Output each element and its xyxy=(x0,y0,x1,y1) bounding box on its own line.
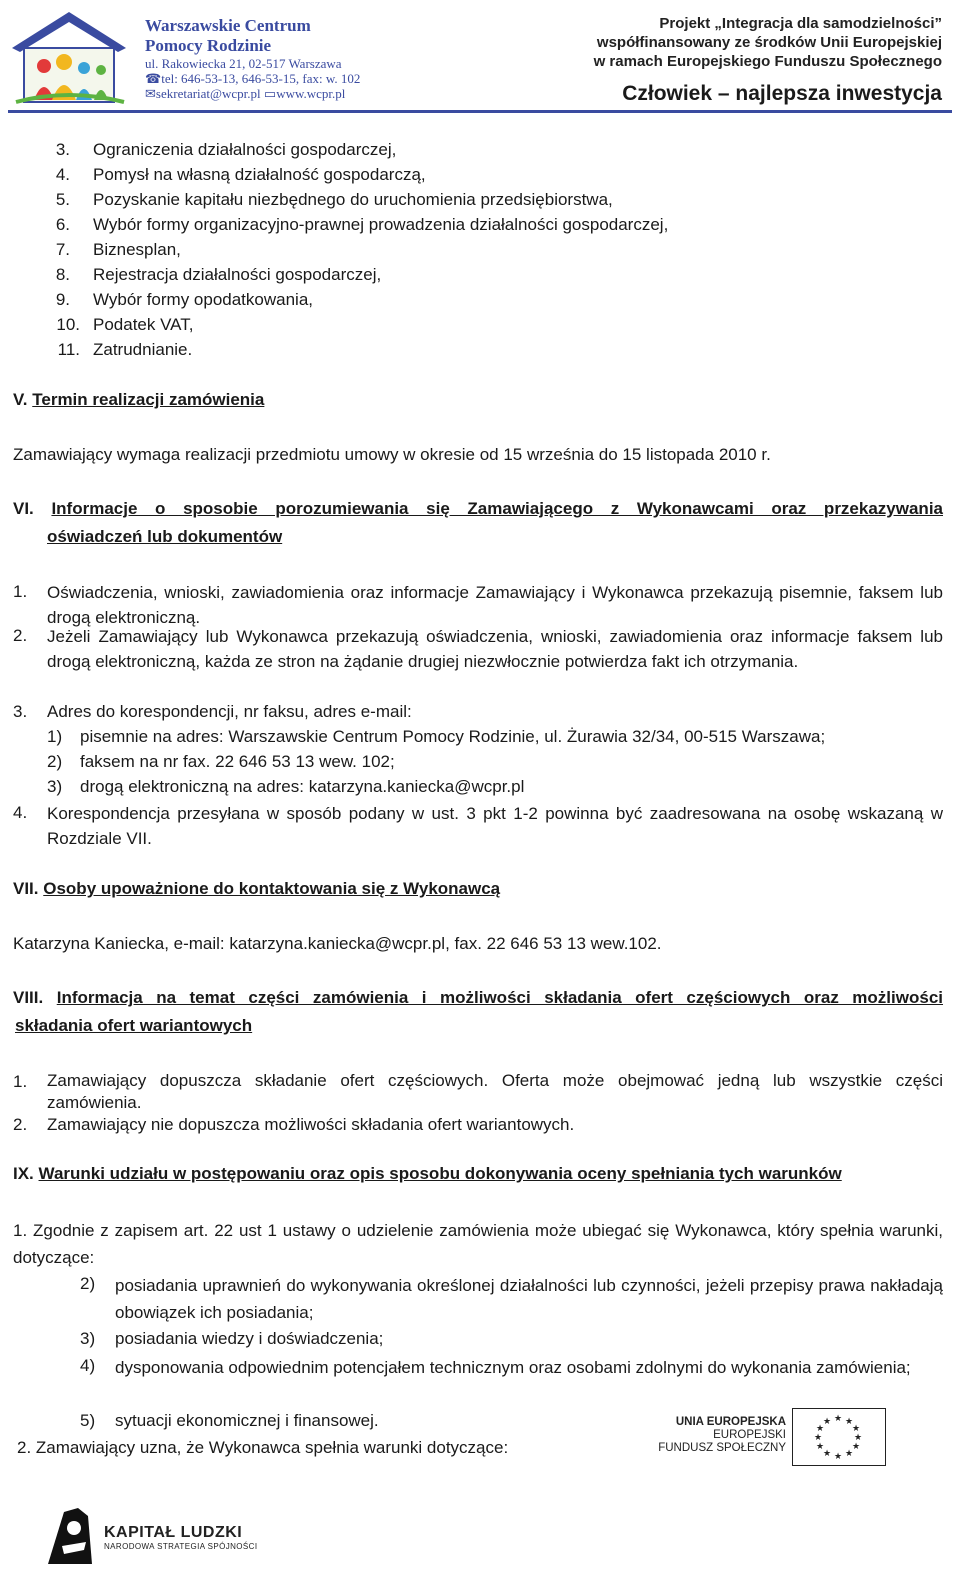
section-9-heading xyxy=(13,1162,842,1186)
section-number: V. xyxy=(13,390,28,409)
section-title: Informacje o sposobie porozumiewania się Zamawiającego z Wykonawcami oraz przekazywania xyxy=(51,499,943,518)
svg-text:★: ★ xyxy=(851,1442,861,1452)
org-phone: tel: 646-53-13, 646-53-15, fax: w. 102 xyxy=(161,71,361,86)
org-phone-row xyxy=(145,71,360,86)
topic-item: Zatrudnianie. xyxy=(93,340,193,359)
section-5-heading xyxy=(13,388,264,412)
kl-title: KAPITAŁ LUDZKI xyxy=(104,1524,243,1541)
project-info xyxy=(594,14,942,107)
topic-number: 7. xyxy=(55,240,70,259)
list-number: 4. xyxy=(13,803,28,822)
organization-info xyxy=(145,16,360,101)
eu-line-2: EUROPEJSKI xyxy=(713,1429,786,1441)
section-6-heading-cont xyxy=(47,525,282,549)
topic-item: Wybór formy opodatkowania, xyxy=(93,290,314,309)
topic-item: Wybór formy organizacyjno-prawnej prowadzenia działalności gospodarczej, xyxy=(93,215,669,234)
list-item: Adres do korespondencji, nr faksu, adres e-mail: xyxy=(47,702,412,721)
eu-logo-text xyxy=(658,1416,786,1455)
house-logo-icon xyxy=(6,8,132,106)
section-9-intro: 1. Zgodnie z zapisem art. 22 ust 1 ustawy o udzielenie zamówienia może ubiegać się Wykonawca, który spełnia warunki, dotyczące: xyxy=(13,1221,943,1267)
sublist-number: 3) xyxy=(47,777,63,796)
project-line-3: w ramach Europejskiego Funduszu Społecznego xyxy=(593,53,942,70)
svg-text:★: ★ xyxy=(813,1433,823,1443)
topic-item: Pozyskanie kapitału niezbędnego do uruchomienia przedsiębiorstwa, xyxy=(93,190,613,209)
topic-number: 8. xyxy=(55,265,70,284)
org-email[interactable]: sekretariat@wcpr.pl xyxy=(155,86,261,101)
svg-text:★: ★ xyxy=(822,1449,832,1459)
svg-text:★: ★ xyxy=(851,1424,861,1434)
topic-item: Ograniczenia działalności gospodarczej, xyxy=(93,140,397,159)
topic-number: 6. xyxy=(55,215,70,234)
section-number: IX. xyxy=(13,1164,34,1183)
kapital-ludzki-text xyxy=(104,1524,257,1551)
topic-number: 3. xyxy=(55,140,70,159)
sublist-item: faksem na nr fax. 22 646 53 13 wew. 102; xyxy=(80,752,395,771)
org-name-line-1: Warszawskie Centrum xyxy=(145,16,311,35)
list-number: 1. xyxy=(13,1072,28,1091)
list-number: 2. xyxy=(13,1115,28,1134)
svg-text:★: ★ xyxy=(815,1424,825,1434)
sublist-number: 1) xyxy=(47,727,63,746)
topic-number: 9. xyxy=(55,290,70,309)
section-title: Warunki udziału w postępowaniu oraz opis sposobu dokonywania oceny spełniania tych warunków xyxy=(38,1164,842,1183)
svg-text:★: ★ xyxy=(822,1417,832,1427)
email-icon: ✉ xyxy=(145,86,156,101)
condition-item: posiadania wiedzy i doświadczenia; xyxy=(115,1329,384,1348)
section-title: Termin realizacji zamówienia xyxy=(32,390,265,409)
header-divider xyxy=(8,110,952,113)
topic-number: 5. xyxy=(55,190,70,209)
kapital-ludzki-logo xyxy=(44,1506,274,1566)
sublist-number: 2) xyxy=(47,752,63,771)
section-9-point-2: 2. Zamawiający uzna, że Wykonawca spełnia warunki dotyczące: xyxy=(17,1438,509,1457)
topic-item: Pomysł na własną działalność gospodarczą, xyxy=(93,165,426,184)
condition-item: dysponowania odpowiednim potencjałem technicznym oraz osobami zdolnymi do wykonania zamówienia; xyxy=(115,1358,911,1377)
eu-flag-icon xyxy=(792,1408,886,1466)
project-slogan: Człowiek – najlepsza inwestycja xyxy=(622,82,942,105)
list-number: 3. xyxy=(13,702,28,721)
svg-text:★: ★ xyxy=(815,1442,825,1452)
topic-number: 4. xyxy=(55,165,70,184)
computer-icon: ▭ xyxy=(263,86,277,101)
section-number: VIII. xyxy=(13,988,44,1007)
sublist-item: drogą elektroniczną na adres: katarzyna.kaniecka@wcpr.pl xyxy=(80,777,525,796)
condition-number: 3) xyxy=(80,1329,96,1348)
list-item: Zamawiający nie dopuszcza możliwości składania ofert wariantowych. xyxy=(47,1115,575,1134)
svg-text:★: ★ xyxy=(844,1449,854,1459)
org-website[interactable]: www.wcpr.pl xyxy=(276,86,346,101)
section-7-text: Katarzyna Kaniecka, e-mail: katarzyna.kaniecka@wcpr.pl, fax. 22 646 53 13 wew.102. xyxy=(13,934,662,953)
section-title: Informacja na temat części zamówienia i możliwości składania ofert częściowych oraz możliwości xyxy=(56,988,943,1007)
svg-text:★: ★ xyxy=(833,1414,843,1424)
condition-number: 4) xyxy=(80,1356,96,1375)
topic-item: Biznesplan, xyxy=(93,240,181,259)
section-8-heading xyxy=(13,986,943,1010)
section-6-heading xyxy=(13,497,943,521)
kl-subtitle: NARODOWA STRATEGIA SPÓJNOŚCI xyxy=(104,1542,258,1551)
condition-number: 2) xyxy=(80,1274,96,1293)
topic-number: 11. xyxy=(57,340,80,359)
section-title: Osoby upoważnione do kontaktowania się z Wykonawcą xyxy=(43,879,501,898)
list-item: Korespondencja przesyłana w sposób podany w ust. 3 pkt 1-2 powinna być zaadresowana na osobę wskazaną w Rozdziale VII. xyxy=(47,804,943,848)
topic-item: Podatek VAT, xyxy=(93,315,194,334)
kapital-ludzki-emblem-icon xyxy=(44,1506,96,1566)
eu-line-1: UNIA EUROPEJSKA xyxy=(675,1416,786,1428)
condition-item: sytuacji ekonomicznej i finansowej. xyxy=(115,1411,379,1430)
sublist-item: pisemnie na adres: Warszawskie Centrum Pomocy Rodzinie, ul. Żurawia 32/34, 00-515 Warszawa; xyxy=(80,727,826,746)
condition-item: posiadania uprawnień do wykonywania określonej działalności lub czynności, jeżeli przepisy prawa nakładają obowiązek ich posiadania; xyxy=(115,1276,943,1322)
list-number: 2. xyxy=(13,626,28,645)
project-line-1: Projekt „Integracja dla samodzielności” xyxy=(659,15,942,32)
list-number: 1. xyxy=(13,582,28,601)
section-5-text: Zamawiający wymaga realizacji przedmiotu umowy w okresie od 15 września do 15 listopada 2010 r. xyxy=(13,445,771,464)
section-7-heading xyxy=(13,877,500,901)
svg-text:★: ★ xyxy=(833,1452,843,1462)
list-item: Jeżeli Zamawiający lub Wykonawca przekazują oświadczenia, wnioski, zawiadomienia oraz informacje faksem lub drogą elektroniczną, każda ze stron na żądanie drugiej niezwłocznie potwierdza fakt ich otrzymania. xyxy=(47,627,943,671)
org-contact-row xyxy=(145,86,360,101)
phone-icon: ☎ xyxy=(145,71,162,86)
project-line-2: współfinansowany ze środków Unii Europejskiej xyxy=(596,34,942,51)
eu-logo xyxy=(658,1404,888,1468)
section-title: oświadczeń lub dokumentów xyxy=(47,527,283,546)
section-8-heading-cont xyxy=(15,1014,252,1038)
svg-text:★: ★ xyxy=(844,1417,854,1427)
section-number: VI. xyxy=(13,499,34,518)
eu-line-3: FUNDUSZ SPOŁECZNY xyxy=(658,1442,786,1454)
section-title: składania ofert wariantowych xyxy=(15,1016,253,1035)
svg-text:★: ★ xyxy=(853,1433,863,1443)
topic-number: 10. xyxy=(56,315,80,334)
topic-item: Rejestracja działalności gospodarczej, xyxy=(93,265,382,284)
list-item: Zamawiający dopuszcza składanie ofert częściowych. Oferta może obejmować jedną lub wszystkie części zamówienia. xyxy=(47,1071,943,1112)
list-item: Oświadczenia, wnioski, zawiadomienia oraz informacje Zamawiający i Wykonawca przekazują pisemnie, faksem lub drogą elektroniczną. xyxy=(47,583,943,627)
org-address: ul. Rakowiecka 21, 02-517 Warszawa xyxy=(145,56,342,71)
section-number: VII. xyxy=(13,879,39,898)
org-name-line-2: Pomocy Rodzinie xyxy=(145,36,272,55)
condition-number: 5) xyxy=(80,1411,96,1430)
letterhead xyxy=(0,0,960,116)
